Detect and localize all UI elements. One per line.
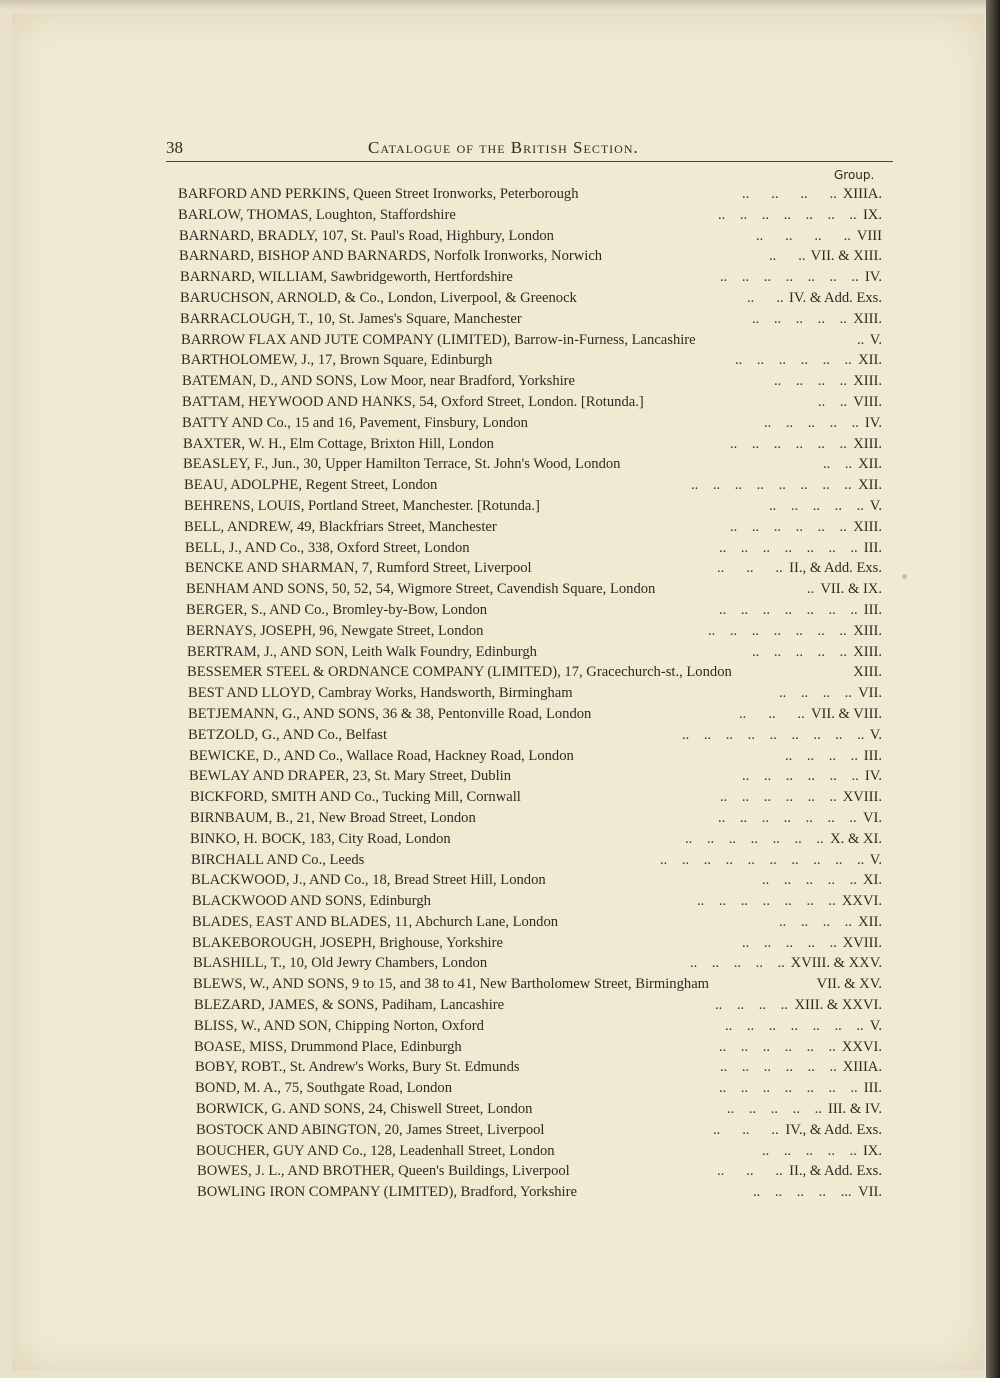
group-number: XIII. & XXVI. — [794, 997, 882, 1014]
running-title: Catalogue of the British Section. — [368, 138, 639, 157]
exhibitor-name: BARTHOLOMEW, J., 17, Brown Square, Edinburgh — [181, 352, 493, 369]
exhibitor-name: BERTRAM, J., AND SON, Leith Walk Foundry, Edinburgh — [187, 643, 537, 660]
leader-dots: .. .. .. .. .. — [764, 414, 859, 431]
leader-dots: .. .. .. .. .. .. — [730, 435, 847, 452]
group-number: III. — [863, 1080, 882, 1097]
leader-dots: .. .. .. .. .. — [762, 872, 857, 889]
exhibitor-name: BLACKWOOD AND SONS, Edinburgh — [192, 893, 431, 910]
exhibitor-name: BELL, J., AND Co., 338, Oxford Street, London — [185, 539, 470, 556]
group-number: II., & Add. Exs. — [789, 560, 882, 577]
leader-dots: .. .. .. .. .. — [752, 310, 847, 327]
exhibitor-name: BOASE, MISS, Drummond Place, Edinburgh — [194, 1038, 462, 1055]
list-item — [0, 519, 1000, 540]
exhibitor-name: BICKFORD, SMITH AND Co., Tucking Mill, Cornwall — [190, 789, 521, 806]
leader-dots: .. .. .. .. .. .. — [735, 352, 852, 369]
list-item — [0, 581, 1000, 602]
list-item — [0, 269, 1000, 290]
group-number: V. — [869, 851, 882, 868]
leader-dots: .. .. .. .. .. .. — [720, 1059, 837, 1076]
group-number: V. — [869, 331, 882, 348]
list-item — [0, 207, 1000, 228]
list-item — [0, 498, 1000, 519]
leader-dots: .. — [857, 331, 865, 348]
exhibitor-name: BLISS, W., AND SON, Chipping Norton, Oxford — [194, 1017, 484, 1034]
group-number: II., & Add. Exs. — [789, 1163, 882, 1180]
group-number: XI. — [862, 872, 882, 889]
leader-dots: .. .. .. .. .. .. .. — [685, 830, 824, 847]
group-number: XVIII. — [842, 934, 882, 951]
leader-dots: .. .. .. .. — [779, 685, 852, 702]
leader-dots: .. .. .. .. ... — [753, 1184, 852, 1201]
exhibitor-name: BATTY AND Co., 15 and 16, Pavement, Finsbury, London — [182, 414, 528, 431]
list-item — [0, 976, 1000, 997]
list-item — [0, 914, 1000, 935]
list-item — [0, 248, 1000, 269]
leader-dots: .. .. .. .. .. — [690, 955, 785, 972]
group-number: V. — [869, 1017, 882, 1034]
leader-dots: .. .. .. — [717, 1163, 783, 1180]
exhibitor-name: BLADES, EAST AND BLADES, 11, Abchurch Lane, London — [192, 913, 559, 930]
list-item — [0, 1122, 1000, 1143]
exhibitor-name: BLASHILL, T., 10, Old Jewry Chambers, London — [193, 955, 488, 972]
exhibitor-name: BOUCHER, GUY AND Co., 128, Leadenhall Street, London — [196, 1142, 555, 1159]
exhibitor-name: BOSTOCK AND ABINGTON, 20, James Street, Liverpool — [196, 1121, 545, 1138]
list-item — [0, 1101, 1000, 1122]
group-number: III. — [863, 539, 882, 556]
list-item — [0, 768, 1000, 789]
list-item — [0, 997, 1000, 1018]
group-number: XIII. — [853, 310, 882, 327]
list-item — [0, 664, 1000, 685]
leader-dots: .. .. .. .. .. .. .. — [719, 601, 858, 618]
group-number: V. — [869, 497, 882, 514]
list-item — [0, 1143, 1000, 1164]
leader-dots: .. .. .. .. .. .. .. — [697, 893, 836, 910]
header-rule — [166, 161, 893, 162]
group-number: VII. & VIII. — [810, 705, 882, 722]
leader-dots: .. .. .. — [739, 705, 805, 722]
leader-dots: .. .. .. .. — [756, 227, 851, 244]
group-number: XIII. — [853, 435, 882, 452]
list-item — [0, 332, 1000, 353]
exhibitor-list — [0, 186, 1000, 1205]
exhibitor-name: BOWLING IRON COMPANY (LIMITED), Bradford, Yorkshire — [197, 1184, 577, 1201]
group-number: VI. — [862, 809, 882, 826]
exhibitor-name: BELL, ANDREW, 49, Blackfriars Street, Manchester — [184, 518, 497, 535]
group-number: VII. & XV. — [816, 976, 882, 993]
exhibitor-name: BETJEMANN, G., AND SONS, 36 & 38, Pentonville Road, London — [188, 705, 592, 722]
page-header — [166, 138, 892, 162]
group-number: III. & IV. — [827, 1101, 882, 1118]
exhibitor-name: BAXTER, W. H., Elm Cottage, Brixton Hill, London — [183, 435, 494, 452]
leader-dots: .. .. .. .. .. — [769, 497, 864, 514]
exhibitor-name: BARNARD, BISHOP AND BARNARDS, Norfolk Ironworks, Norwich — [179, 248, 603, 265]
list-item — [0, 748, 1000, 769]
exhibitor-name: BATTAM, HEYWOOD AND HANKS, 54, Oxford Street, London. [Rotunda.] — [182, 393, 644, 410]
page-top-edge — [0, 0, 1000, 10]
leader-dots: .. .. .. — [717, 560, 783, 577]
group-number: IV. & Add. Exs. — [789, 289, 882, 306]
exhibitor-name: BETZOLD, G., AND Co., Belfast — [188, 726, 388, 743]
list-item — [0, 373, 1000, 394]
group-number: IV. — [864, 414, 882, 431]
leader-dots: .. .. .. .. .. .. .. — [718, 809, 857, 826]
leader-dots: .. .. .. .. .. .. .. — [720, 269, 859, 286]
group-number: XXVI. — [841, 1038, 882, 1055]
exhibitor-name: BARLOW, THOMAS, Loughton, Staffordshire — [178, 206, 456, 223]
list-item — [0, 456, 1000, 477]
leader-dots: .. — [807, 581, 815, 598]
group-number: IX. — [862, 206, 882, 223]
list-item — [0, 685, 1000, 706]
group-number: XIII. — [853, 373, 882, 390]
list-item — [0, 311, 1000, 332]
group-number: XIII. — [853, 518, 882, 535]
group-number: XIII. — [853, 622, 882, 639]
list-item — [0, 540, 1000, 561]
group-column-heading: Group. — [834, 168, 875, 182]
leader-dots: .. .. .. .. .. .. .. — [719, 1080, 858, 1097]
leader-dots: .. .. .. .. — [779, 913, 852, 930]
exhibitor-name: BARNARD, WILLIAM, Sawbridgeworth, Hertfordshire — [180, 269, 513, 286]
exhibitor-name: BLEWS, W., AND SONS, 9 to 15, and 38 to 41, New Bartholomew Street, Birmingham — [193, 976, 710, 993]
group-number: VII. — [858, 685, 882, 702]
list-item — [0, 810, 1000, 831]
list-item — [0, 872, 1000, 893]
exhibitor-name: BENCKE AND SHARMAN, 7, Rumford Street, Liverpool — [185, 560, 532, 577]
group-number: XII. — [858, 352, 882, 369]
group-number: V. — [869, 726, 882, 743]
list-item — [0, 352, 1000, 373]
list-item — [0, 706, 1000, 727]
exhibitor-name: BESSEMER STEEL & ORDNANCE COMPANY (LIMITED), 17, Gracechurch-st., London — [187, 664, 732, 681]
group-number: XVIII. — [842, 789, 882, 806]
list-item — [0, 290, 1000, 311]
list-item — [0, 893, 1000, 914]
group-number: IV., & Add. Exs. — [785, 1121, 882, 1138]
list-item — [0, 415, 1000, 436]
exhibitor-name: BARUCHSON, ARNOLD, & Co., London, Liverpool, & Greenock — [180, 289, 577, 306]
leader-dots: .. .. .. .. .. .. .. — [718, 206, 857, 223]
exhibitor-name: BINKO, H. BOCK, 183, City Road, London — [190, 830, 451, 847]
leader-dots: .. .. .. .. .. .. .. — [708, 622, 847, 639]
list-item — [0, 436, 1000, 457]
leader-dots: .. .. .. .. .. .. — [719, 1038, 836, 1055]
list-item — [0, 477, 1000, 498]
list-item — [0, 602, 1000, 623]
list-item — [0, 1059, 1000, 1080]
leader-dots: .. .. — [747, 289, 784, 306]
list-item — [0, 831, 1000, 852]
leader-dots: .. .. — [823, 456, 853, 473]
leader-dots: .. .. .. .. .. .. — [720, 789, 837, 806]
exhibitor-name: BEASLEY, F., Jun., 30, Upper Hamilton Terrace, St. John's Wood, London — [183, 456, 621, 473]
exhibitor-name: BOWES, J. L., AND BROTHER, Queen's Buildings, Liverpool — [197, 1163, 570, 1180]
exhibitor-name: BARFORD AND PERKINS, Queen Street Ironworks, Peterborough — [178, 186, 579, 202]
leader-dots: .. .. .. .. .. .. .. .. — [691, 477, 852, 494]
leader-dots: .. .. .. .. .. .. — [730, 518, 847, 535]
list-item — [0, 1080, 1000, 1101]
group-number: VII. & XIII. — [810, 248, 882, 265]
exhibitor-name: BERNAYS, JOSEPH, 96, Newgate Street, London — [186, 622, 484, 639]
group-number: XIIIA. — [842, 1059, 882, 1076]
list-item — [0, 1163, 1000, 1184]
list-item — [0, 1039, 1000, 1060]
leader-dots: .. .. — [769, 248, 806, 265]
leader-dots: .. .. .. — [713, 1121, 779, 1138]
list-item — [0, 394, 1000, 415]
exhibitor-name: BEWICKE, D., AND Co., Wallace Road, Hackney Road, London — [189, 747, 574, 764]
leader-dots: .. .. .. .. .. .. — [742, 768, 859, 785]
leader-dots: .. .. .. .. — [785, 747, 858, 764]
exhibitor-name: BIRNBAUM, B., 21, New Broad Street, London — [190, 809, 476, 826]
exhibitor-name: BEAU, ADOLPHE, Regent Street, London — [184, 477, 438, 494]
list-item — [0, 186, 1000, 207]
list-item — [0, 955, 1000, 976]
exhibitor-name: BORWICK, G. AND SONS, 24, Chiswell Street, London — [196, 1101, 533, 1118]
group-number: XXVI. — [841, 893, 882, 910]
group-number: VII. — [858, 1184, 882, 1201]
leader-dots: .. .. .. .. .. .. .. .. .. .. — [660, 851, 865, 868]
group-number: VIII. — [853, 393, 882, 410]
group-number: XII. — [858, 913, 882, 930]
group-number: XVIII. & XXV. — [790, 955, 882, 972]
leader-dots: .. .. — [818, 393, 848, 410]
group-number: XII. — [858, 477, 882, 494]
leader-dots: .. .. .. .. — [774, 373, 847, 390]
list-item — [0, 1184, 1000, 1205]
group-number: XII. — [858, 456, 882, 473]
exhibitor-name: BATEMAN, D., AND SONS, Low Moor, near Bradford, Yorkshire — [182, 373, 576, 390]
exhibitor-name: BOBY, ROBT., St. Andrew's Works, Bury St. Edmunds — [195, 1059, 520, 1076]
exhibitor-name: BARROW FLAX AND JUTE COMPANY (LIMITED), Barrow-in-Furness, Lancashire — [181, 331, 696, 348]
exhibitor-name: BIRCHALL AND Co., Leeds — [191, 851, 365, 868]
exhibitor-name: BLACKWOOD, J., AND Co., 18, Bread Street Hill, London — [191, 872, 546, 889]
group-number: XIIIA. — [842, 186, 882, 202]
exhibitor-name: BOND, M. A., 75, Southgate Road, London — [195, 1080, 453, 1097]
exhibitor-name: BEHRENS, LOUIS, Portland Street, Manchester. [Rotunda.] — [184, 497, 540, 514]
list-item — [0, 228, 1000, 249]
list-item — [0, 560, 1000, 581]
leader-dots: .. .. .. .. .. .. .. — [725, 1017, 864, 1034]
list-item — [0, 727, 1000, 748]
leader-dots: .. .. .. .. .. — [727, 1101, 822, 1118]
exhibitor-name: BLAKEBOROUGH, JOSEPH, Brighouse, Yorkshire — [192, 934, 503, 951]
exhibitor-name: BEST AND LLOYD, Cambray Works, Handsworth, Birmingham — [188, 685, 573, 702]
leader-dots: .. .. .. .. — [742, 186, 837, 202]
leader-dots: .. .. .. .. .. — [752, 643, 847, 660]
list-item — [0, 852, 1000, 873]
group-number: XIII. — [853, 664, 882, 681]
page-number: 38 — [166, 138, 183, 157]
leader-dots: .. .. .. .. .. .. .. — [719, 539, 858, 556]
exhibitor-name: BENHAM AND SONS, 50, 52, 54, Wigmore Street, Cavendish Square, London — [186, 581, 656, 598]
group-number: VIII — [856, 227, 882, 244]
list-item — [0, 644, 1000, 665]
exhibitor-name: BLEZARD, JAMES, & SONS, Padiham, Lancashire — [194, 997, 505, 1014]
exhibitor-name: BEWLAY AND DRAPER, 23, St. Mary Street, Dublin — [189, 768, 512, 785]
leader-dots: .. .. .. .. .. .. .. .. .. — [682, 726, 865, 743]
list-item — [0, 935, 1000, 956]
list-item — [0, 789, 1000, 810]
list-item — [0, 1018, 1000, 1039]
group-number: XIII. — [853, 643, 882, 660]
group-number: X. & XI. — [830, 830, 882, 847]
list-item — [0, 623, 1000, 644]
group-number: IX. — [862, 1142, 882, 1159]
leader-dots: .. .. .. .. .. — [762, 1142, 857, 1159]
group-number: III. — [863, 601, 882, 618]
leader-dots: .. .. .. .. .. — [742, 934, 837, 951]
group-number: IV. — [864, 768, 882, 785]
exhibitor-name: BERGER, S., AND Co., Bromley-by-Bow, London — [186, 601, 488, 618]
group-number: IV. — [864, 269, 882, 286]
leader-dots: .. .. .. .. — [715, 997, 788, 1014]
group-number: VII. & IX. — [820, 581, 882, 598]
group-number: III. — [863, 747, 882, 764]
exhibitor-name: BARNARD, BRADLY, 107, St. Paul's Road, Highbury, London — [179, 227, 554, 244]
exhibitor-name: BARRACLOUGH, T., 10, St. James's Square, Manchester — [180, 310, 522, 327]
